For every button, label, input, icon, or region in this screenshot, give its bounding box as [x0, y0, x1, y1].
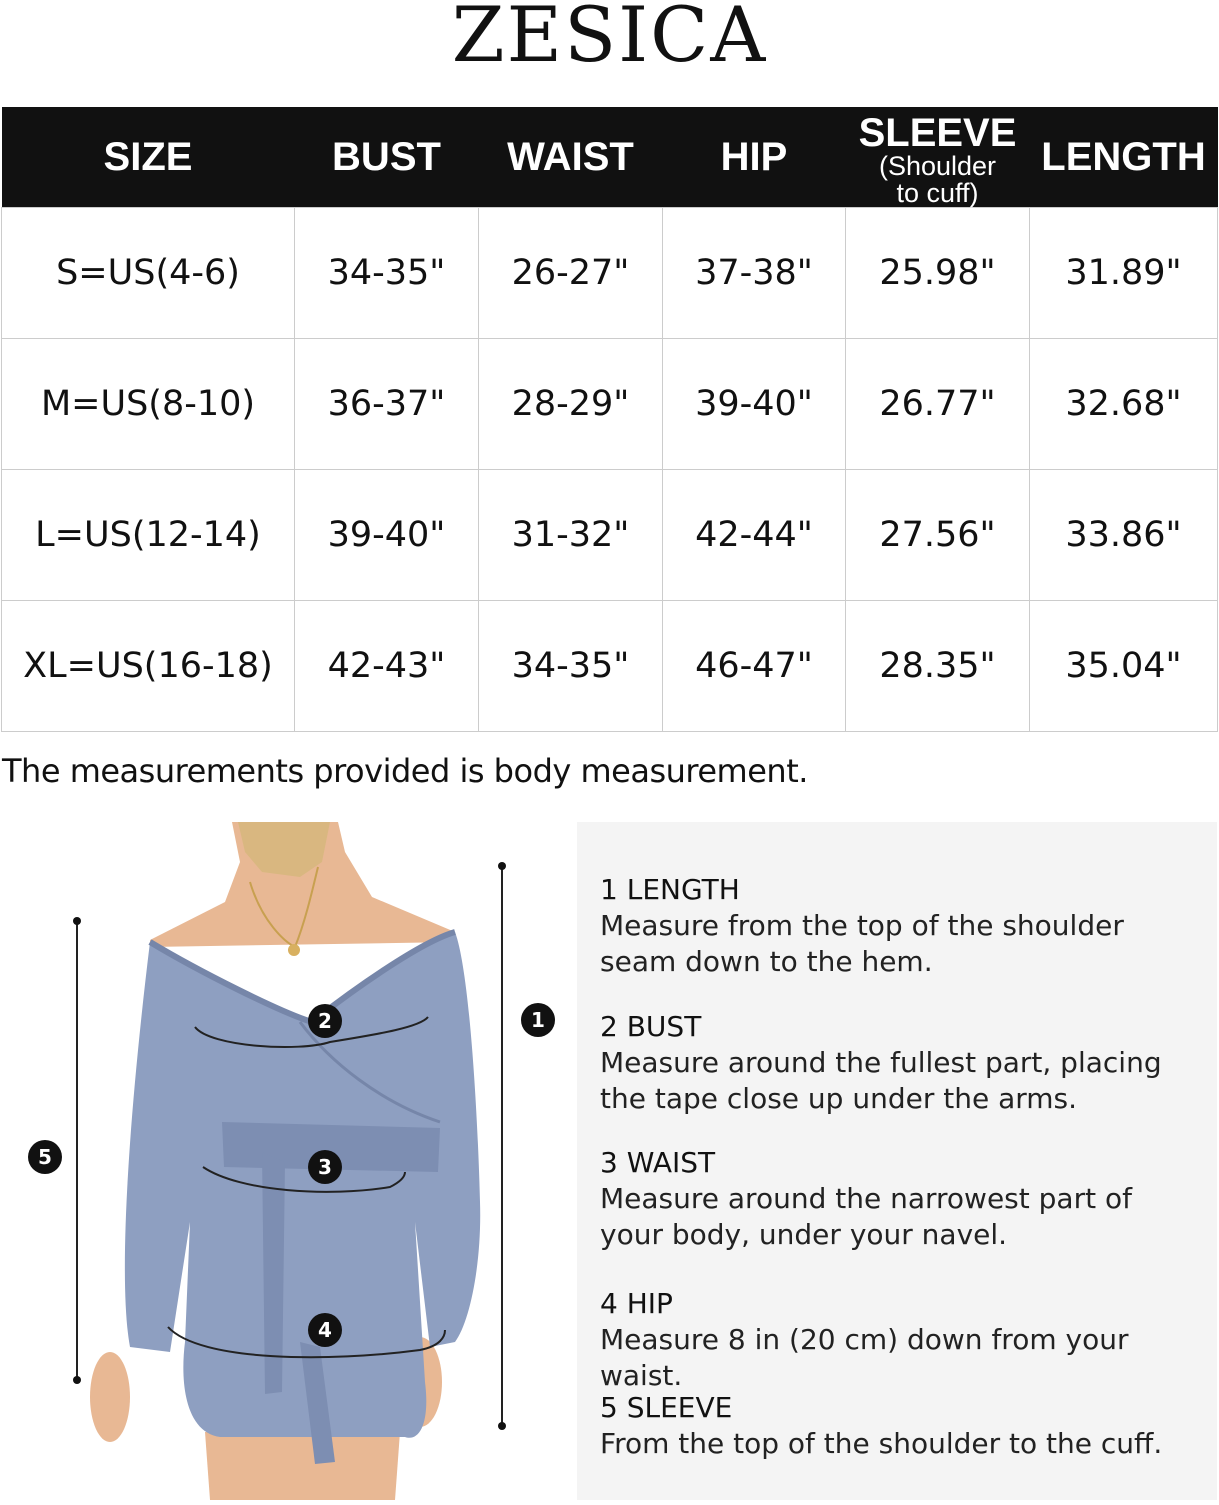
- cell-size: XL=US(16-18): [2, 601, 295, 732]
- guide-heading: 2 BUST: [600, 1010, 702, 1043]
- marker-4: [308, 1313, 342, 1347]
- guide-text: Measure around the narrowest part of: [600, 1182, 1132, 1215]
- length-measure-bottom-dot: [498, 1422, 506, 1430]
- cell-waist: 31-32": [479, 470, 663, 601]
- length-measure-top-dot: [498, 862, 506, 870]
- guide-text: Measure from the top of the shoulder: [600, 909, 1124, 942]
- cell-length: 31.89": [1030, 208, 1218, 339]
- guide-text: seam down to the hem.: [600, 945, 933, 978]
- guide-length: [600, 872, 1124, 980]
- header-sleeve-sub1: (Shoulder: [878, 151, 997, 181]
- header-bust: BUST: [295, 107, 479, 208]
- cell-bust: 34-35": [295, 208, 479, 339]
- guide-text: Measure 8 in (20 cm) down from your waist.: [600, 1323, 1129, 1392]
- guide-text: Measure around the fullest part, placing: [600, 1046, 1162, 1079]
- cell-sleeve: 25.98": [846, 208, 1030, 339]
- necklace-pendant: [288, 944, 300, 956]
- cell-waist: 26-27": [479, 208, 663, 339]
- marker-3: [308, 1150, 342, 1184]
- header-sleeve-sub2: to cuff): [896, 178, 979, 208]
- cell-size: S=US(4-6): [2, 208, 295, 339]
- header-hip: HIP: [663, 107, 846, 208]
- svg-text:2: 2: [318, 1009, 332, 1033]
- table-row: [2, 339, 1218, 470]
- guide-heading: 1 LENGTH: [600, 873, 740, 906]
- sleeve-measure-bottom-dot: [73, 1376, 81, 1384]
- brand-logo: ZESICA: [451, 0, 768, 79]
- guide-heading: 5 SLEEVE: [600, 1391, 733, 1424]
- cell-length: 32.68": [1030, 339, 1218, 470]
- header-sleeve-label: SLEEVE: [858, 111, 1017, 155]
- guide-waist: [600, 1145, 1132, 1253]
- guide-text: your body, under your navel.: [600, 1218, 1008, 1251]
- guide-sleeve: [600, 1390, 1162, 1462]
- measurement-note: The measurements provided is body measurement.: [2, 752, 808, 790]
- cell-hip: 42-44": [663, 470, 846, 601]
- guide-heading: 3 WAIST: [600, 1146, 716, 1179]
- svg-text:3: 3: [318, 1155, 332, 1179]
- marker-1: [521, 1003, 555, 1037]
- table-row: [2, 208, 1218, 339]
- cell-bust: 39-40": [295, 470, 479, 601]
- model-legs: [205, 1432, 400, 1500]
- cell-sleeve: 27.56": [846, 470, 1030, 601]
- cell-sleeve: 26.77": [846, 339, 1030, 470]
- sleeve-measure-top-dot: [73, 917, 81, 925]
- size-chart-table: [1, 107, 1218, 732]
- svg-text:5: 5: [38, 1145, 52, 1169]
- measurement-figure: [0, 822, 577, 1500]
- marker-2: [308, 1004, 342, 1038]
- cell-hip: 46-47": [663, 601, 846, 732]
- svg-text:1: 1: [531, 1008, 545, 1032]
- guide-bust: [600, 1009, 1162, 1117]
- dress-illustration: [0, 822, 577, 1500]
- cell-length: 35.04": [1030, 601, 1218, 732]
- cell-size: L=US(12-14): [2, 470, 295, 601]
- header-sleeve: [846, 107, 1030, 208]
- cell-hip: 39-40": [663, 339, 846, 470]
- cell-bust: 36-37": [295, 339, 479, 470]
- cell-hip: 37-38": [663, 208, 846, 339]
- guide-heading: 4 HIP: [600, 1287, 673, 1320]
- model-hand-left: [90, 1352, 130, 1442]
- header-size: SIZE: [2, 107, 295, 208]
- svg-text:4: 4: [318, 1318, 332, 1342]
- cell-length: 33.86": [1030, 470, 1218, 601]
- table-row: [2, 470, 1218, 601]
- guide-text: the tape close up under the arms.: [600, 1082, 1078, 1115]
- table-header-row: [2, 107, 1218, 208]
- cell-size: M=US(8-10): [2, 339, 295, 470]
- cell-waist: 28-29": [479, 339, 663, 470]
- marker-5: [28, 1140, 62, 1174]
- cell-waist: 34-35": [479, 601, 663, 732]
- header-waist: WAIST: [479, 107, 663, 208]
- header-length: LENGTH: [1030, 107, 1218, 208]
- table-row: [2, 601, 1218, 732]
- cell-sleeve: 28.35": [846, 601, 1030, 732]
- guide-text: From the top of the shoulder to the cuff.: [600, 1427, 1163, 1460]
- cell-bust: 42-43": [295, 601, 479, 732]
- guide-hip: [600, 1286, 1219, 1394]
